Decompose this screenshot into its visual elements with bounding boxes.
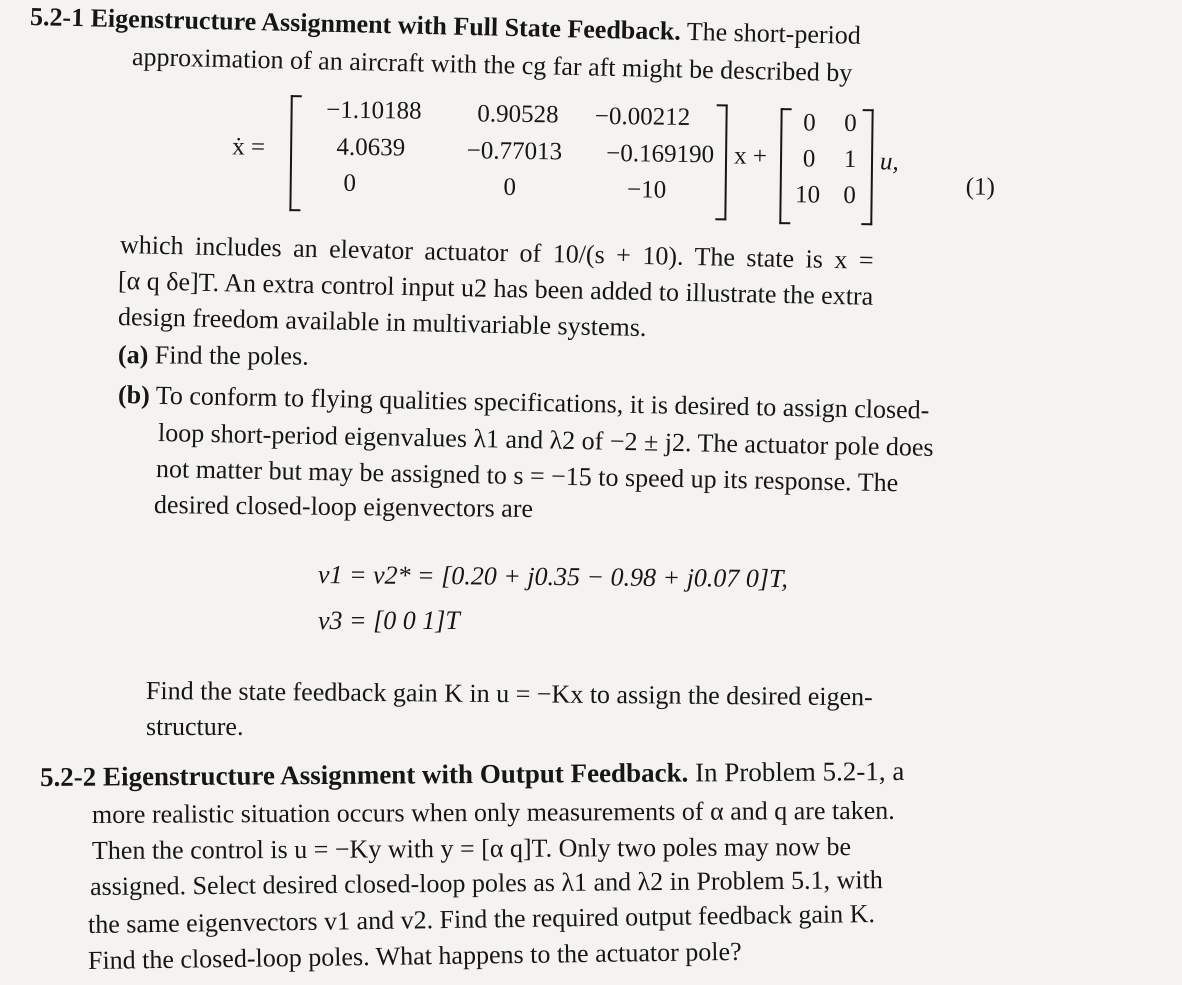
matrix-b-cell: 0 <box>803 109 816 137</box>
find-gain-line-2: structure. <box>146 712 244 741</box>
matrix-b-cell: 10 <box>794 181 821 209</box>
matrix-a-cell: 0 <box>503 173 517 201</box>
part-b-label: (b) <box>117 380 151 410</box>
problem-2-line-6: Find the closed-loop poles. What happens to the actuator pole? <box>87 936 742 975</box>
part-b-text-1: To conform to flying qualities specifications, it is desired to assign closed- <box>155 380 930 425</box>
problem-2-title: Eigenstructure Assignment with Output Feedback. <box>102 757 689 792</box>
matrix-a-cell: 0.90528 <box>477 100 559 129</box>
body-line-2: [α q δe]T. An extra control input u2 has been added to illustrate the extra <box>117 266 874 311</box>
matrix-a-left-bracket <box>289 95 301 211</box>
matrix-b-cell: 0 <box>802 145 816 173</box>
part-b-line-4: desired closed-loop eigenvectors are <box>153 490 534 523</box>
problem-intro-line-2: approximation of an aircraft with the cg far aft might be described by <box>131 42 853 88</box>
matrix-a-cell: 4.0639 <box>336 133 406 162</box>
equation-label: (1) <box>965 173 996 201</box>
problem-2-line-3: Then the control is u = −Ky with y = [α q]T. Only two poles may now be <box>91 832 852 865</box>
body-line-1: which includes an elevator actuator of 10/(s + 10). The state is x = <box>119 230 874 275</box>
equation-rhs: u, <box>879 148 899 176</box>
matrix-b-right-bracket <box>861 109 873 225</box>
matrix-a-cell: −0.00212 <box>594 102 691 131</box>
part-b-line-3: not matter but may be assigned to s = −15 to speed up its response. The <box>155 454 899 498</box>
problem-2-intro: In Problem 5.2-1, a <box>694 755 905 788</box>
problem-2-number: 5.2-2 <box>39 761 97 792</box>
matrix-b-cell: 1 <box>843 145 857 174</box>
matrix-a-cell: −0.169190 <box>606 139 715 169</box>
part-a-text: Find the poles. <box>154 340 309 371</box>
matrix-a-cell: −1.10188 <box>326 96 422 125</box>
equation-mid: x + <box>733 142 768 170</box>
part-b-line-2: loop short-period eigenvalues λ1 and λ2 of −2 ± j2. The actuator pole does <box>157 418 934 462</box>
matrix-b-cell: 0 <box>844 109 857 138</box>
state-equation <box>0 0 1182 252</box>
matrix-a-cell: 0 <box>343 169 357 197</box>
problem-intro: The short-period <box>686 16 862 50</box>
eigenvector-v3-equation: v3 = [0 0 1]T <box>318 606 460 635</box>
matrix-a-cell: −10 <box>626 176 667 204</box>
part-a-label: (a) <box>117 340 149 370</box>
problem-2-line-5: the same eigenvectors v1 and v2. Find the required output feedback gain K. <box>87 899 876 939</box>
eigenvector-v1-equation: v1 = v2* = [0.20 + j0.35 − 0.98 + j0.07 0]T, <box>317 560 789 594</box>
problem-number: 5.2-1 <box>29 2 85 33</box>
body-line-3: design freedom available in multivariable systems. <box>117 302 647 343</box>
matrix-a-right-bracket <box>715 104 727 220</box>
part-a <box>118 340 309 372</box>
problem-title: Eigenstructure Assignment with Full State Feedback. <box>90 3 682 46</box>
find-gain-line-1: Find the state feedback gain K in u = −Kx to assign the desired eigen- <box>145 676 873 712</box>
equation-lhs: ẋ = <box>231 133 266 161</box>
problem-5-2-2-heading <box>40 756 904 792</box>
problem-2-line-4: assigned. Select desired closed-loop poles as λ1 and λ2 in Problem 5.1, with <box>89 865 883 901</box>
matrix-b-cell: 0 <box>843 181 857 210</box>
matrix-a-cell: −0.77013 <box>466 137 563 166</box>
problem-2-line-2: more realistic situation occurs when only measurements of α and q are taken. <box>91 795 895 829</box>
